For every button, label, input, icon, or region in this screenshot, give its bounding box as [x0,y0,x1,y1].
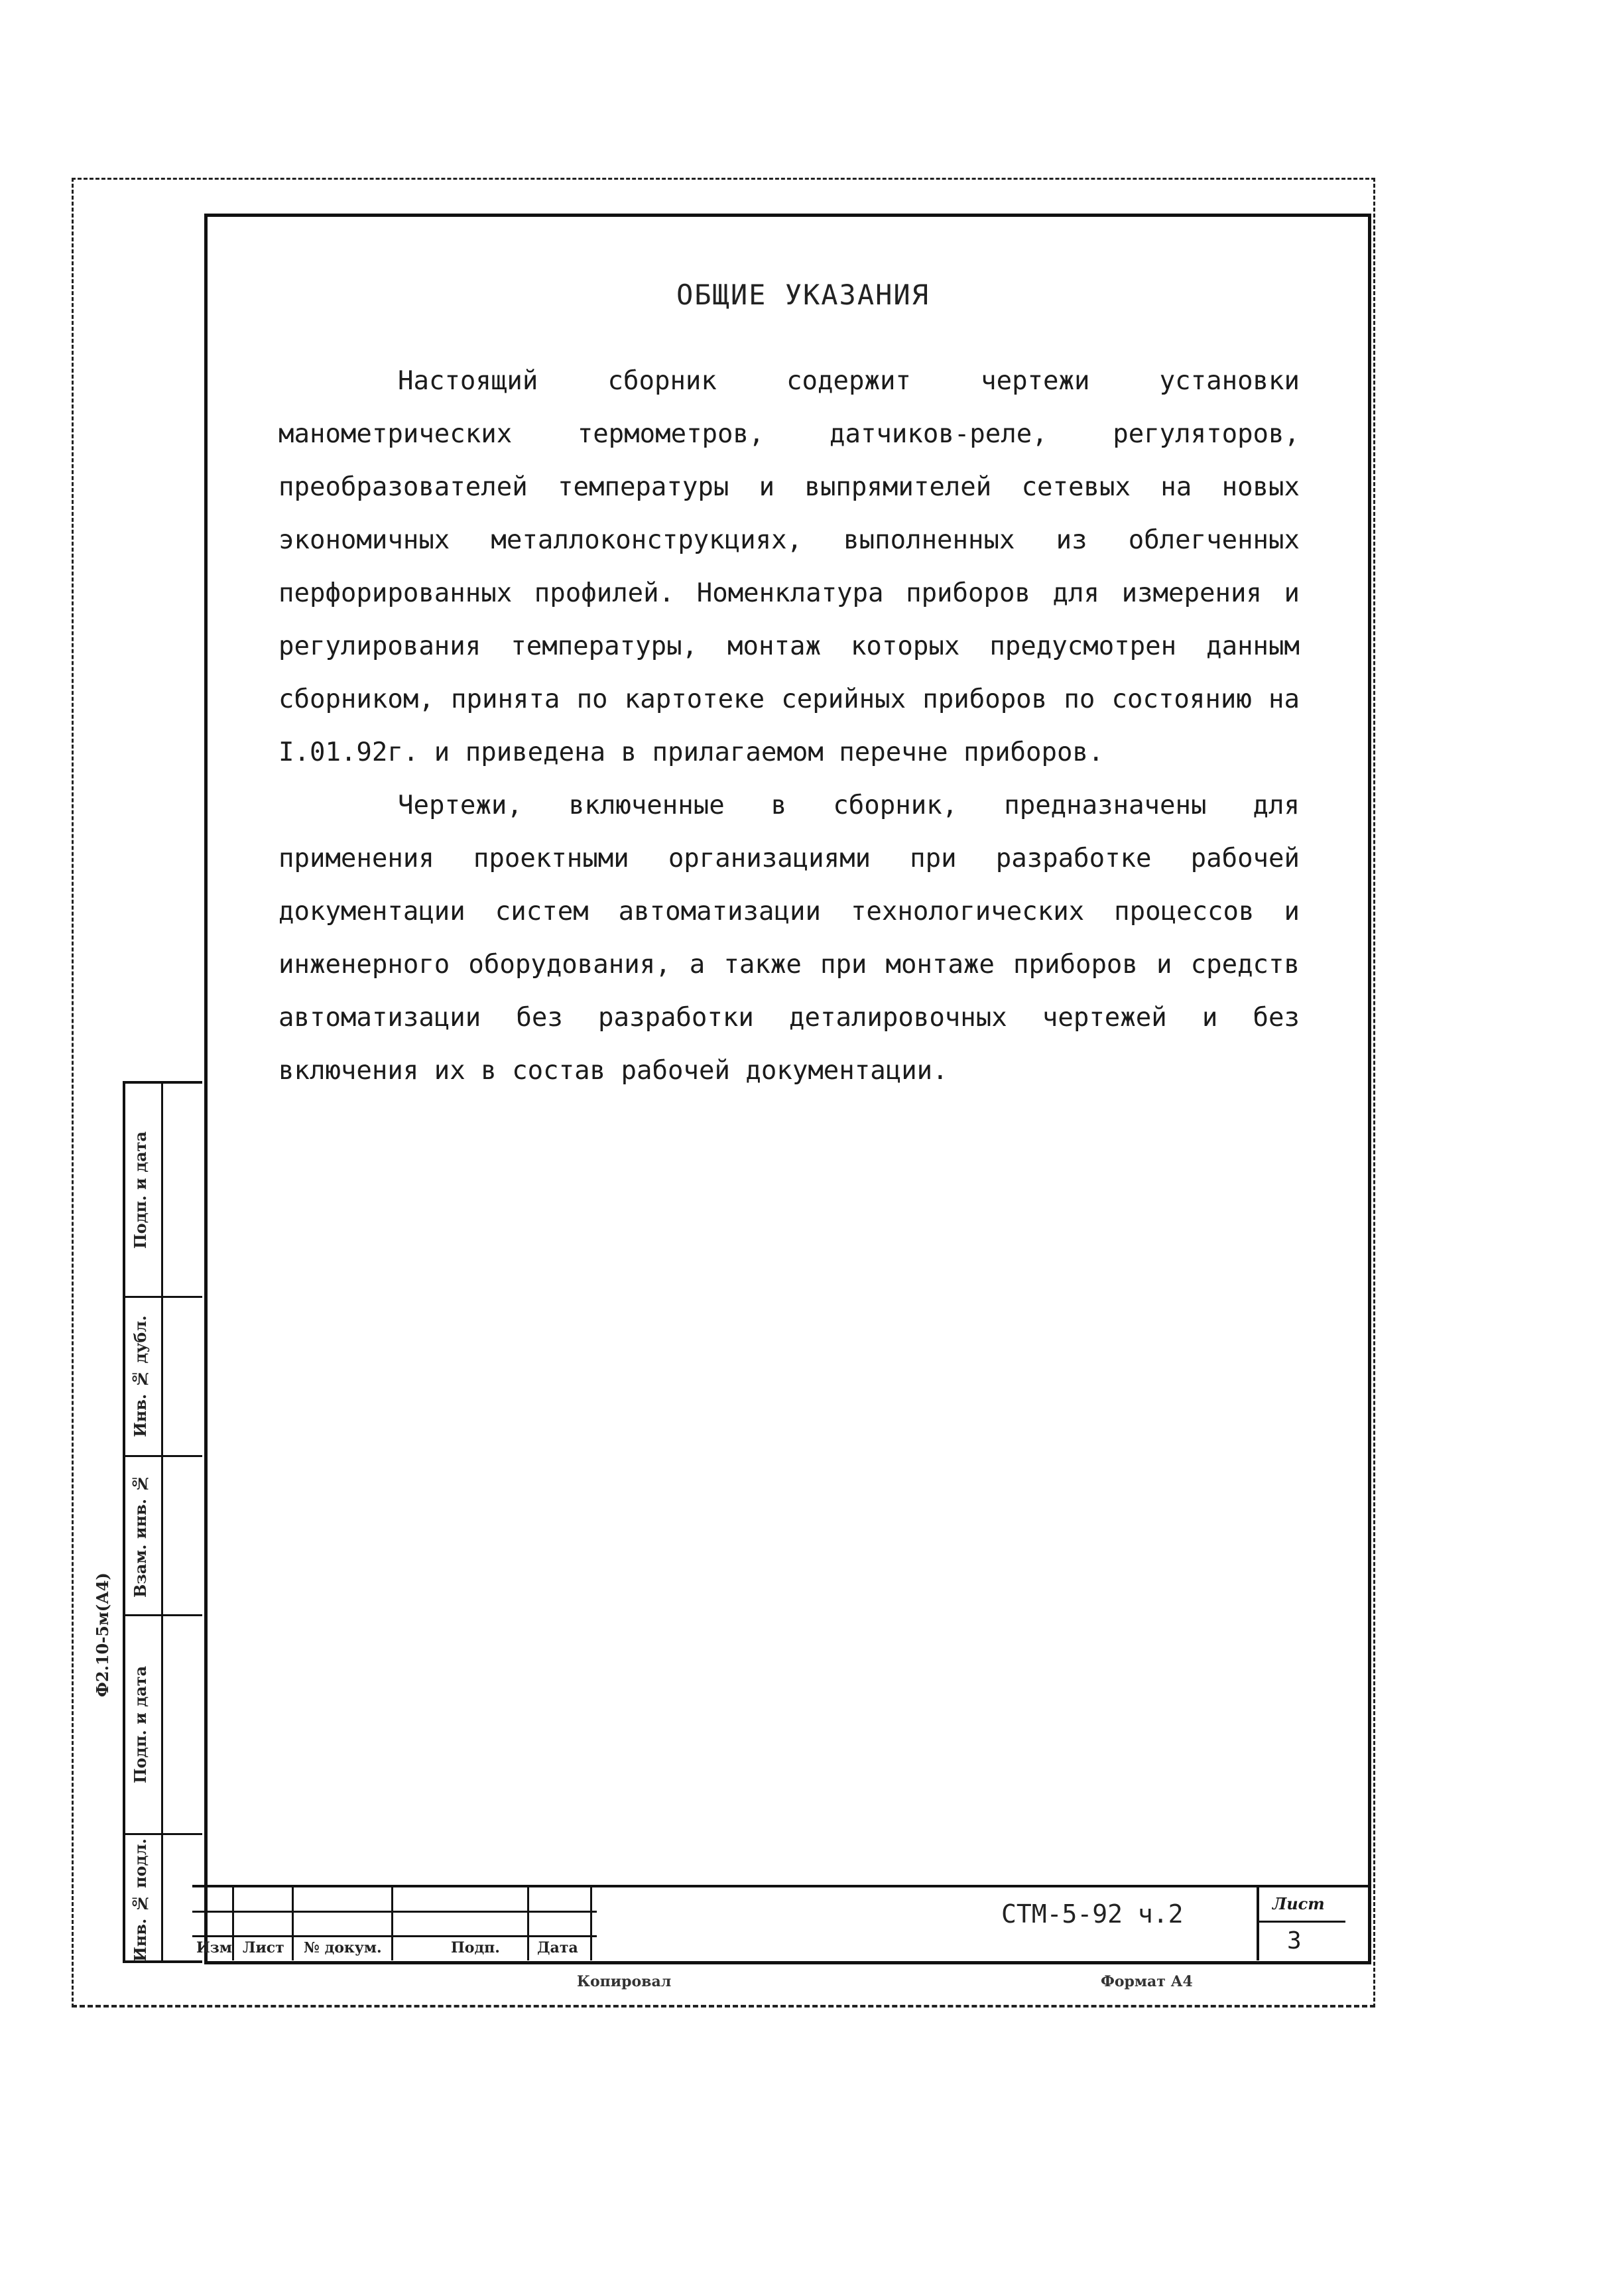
stamp-header-date: Дата [537,1939,578,1956]
stamp-grid [192,1887,597,1960]
stamp-row-line [192,1911,597,1913]
side-label-2: Инв. № дубл. [131,1315,150,1438]
paragraph-1: Настоящий сборник содержит чертежи установки манометрических термометров, датчиков-реле, регуляторов, преобразователей температуры и выпрямителей сетевых на новых экономичных металлоконструкциях, выполненных из облегченных перфорированных профилей. Номенклатура приборов для измерения и регулирования температуры, монтаж которых предусмотрен данным сборником, принята по картотеке серийных приборов по состоянию на I.01.92г. и приведена в прилагаемом перечне приборов. [278,366,1300,767]
sheet-divider [1259,1921,1345,1923]
body-text [278,355,1300,1098]
stamp-row-line [192,1935,597,1937]
side-cell-1 [125,1084,202,1296]
stamp-col-line [232,1887,234,1960]
title-stamp [192,1885,1369,1958]
stamp-col-line [590,1887,592,1960]
format-code: Ф2.10-5м(А4) [93,1572,112,1697]
paragraph-2: Чертежи, включенные в сборник, предназначены для применения проектными организациями при разработке рабочей документации систем автоматизации технологических процессов и инженерного оборудования, а также при монтаже приборов и средств автоматизации без разработки деталировочных чертежей и без включения их в состав рабочей документации. [278,791,1300,1086]
stamp-header-doc: № докум. [304,1939,382,1956]
side-cell-5 [125,1833,202,1966]
copied-label: Копировал [577,1973,672,1990]
sheet-number: 3 [1287,1927,1302,1954]
side-cell-4 [125,1614,202,1833]
side-cell-3 [125,1455,202,1614]
stamp-col-line [391,1887,393,1960]
stamp-header-izm: Изм [196,1939,232,1956]
side-label-4: Подп. и дата [131,1665,150,1784]
stamp-col-line [527,1887,529,1960]
stamp-header-list: Лист [243,1939,284,1956]
sheet-label: Лист [1272,1894,1325,1913]
side-label-3: Взам. инв. № [131,1474,150,1598]
format-label: Формат А4 [1101,1973,1193,1990]
side-label-1: Подп. и дата [131,1131,150,1249]
side-stamp [123,1081,202,1963]
page-title: ОБЩИЕ УКАЗАНИЯ [676,279,930,311]
sheet-box [1257,1887,1345,1960]
stamp-col-line [292,1887,294,1960]
stamp-header-sign: Подп. [451,1939,500,1956]
side-cell-2 [125,1296,202,1455]
document-code: СТМ-5-92 ч.2 [1001,1899,1184,1929]
side-label-5: Инв. № подл. [131,1838,150,1962]
